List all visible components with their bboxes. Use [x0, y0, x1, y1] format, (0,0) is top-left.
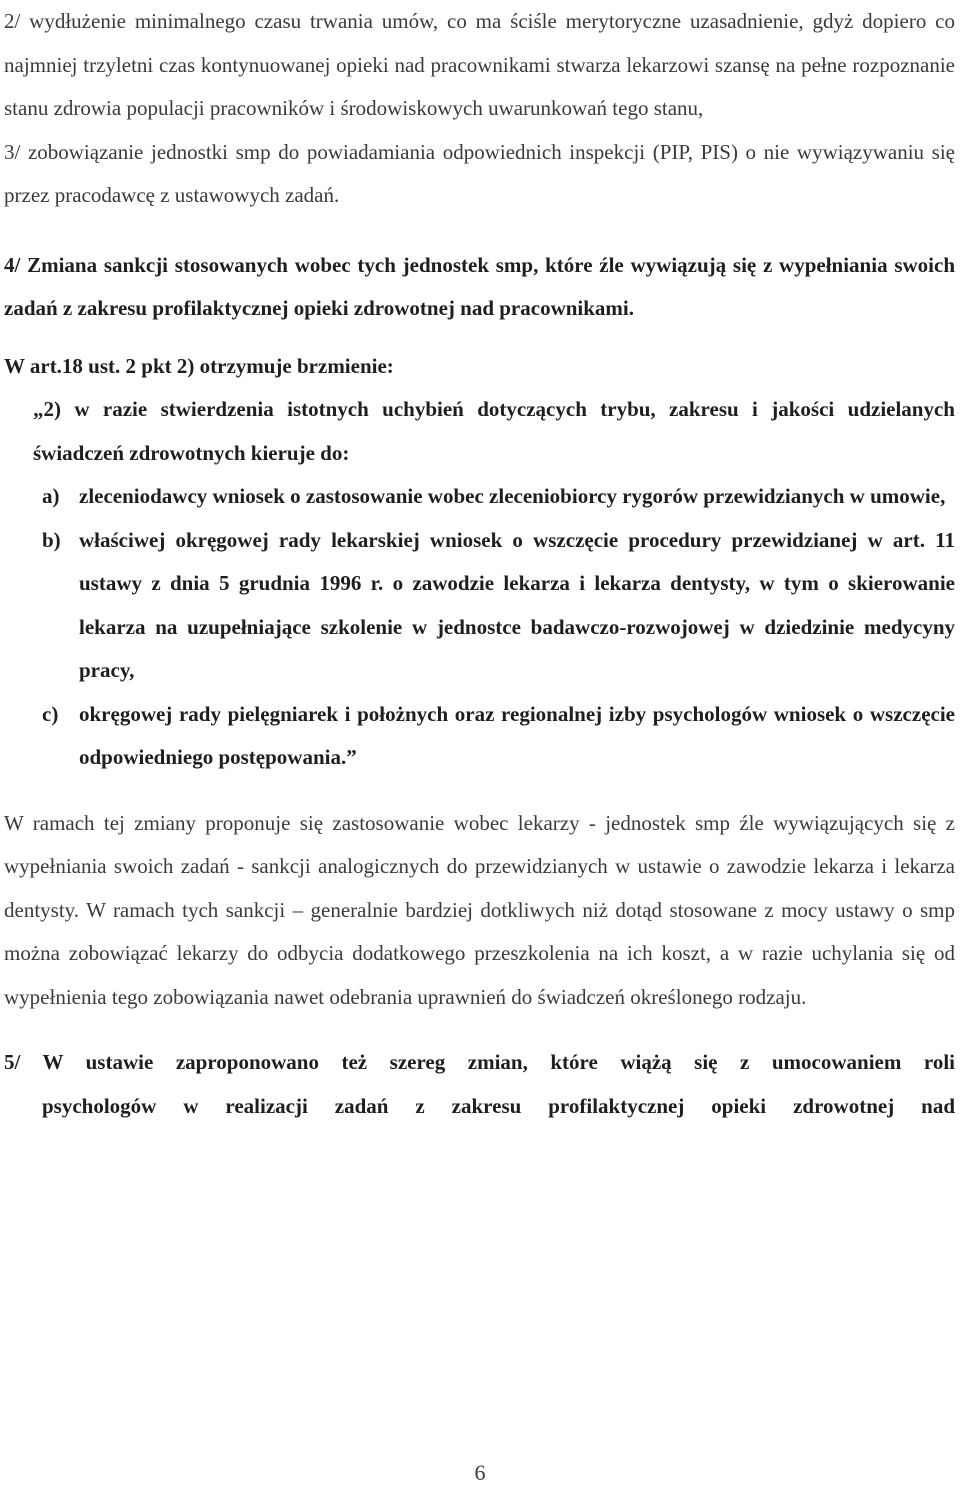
item-label-a: a): [42, 484, 60, 508]
provision-item-b: [4, 519, 955, 693]
item-text-c: okręgowej rady pielęgniarek i położnych oraz regionalnej izby psychologów wniosek o wszczęcie odpowiedniego postępowania.”: [79, 701, 955, 769]
item-text-b: właściwej okręgowej rady lekarskiej wniosek o wszczęcie procedury przewidzianej w art. 11 ustawy z dnia 5 grudnia 1996 r. o zawodzie lekarza i lekarza dentysty, w tym o skierowanie lekarza na uzupełniające szkolenie w jednostce badawczo-rozwojowej w dziedzinie medycyny pracy,: [79, 527, 955, 682]
quoted-provision: „2) w razie stwierdzenia istotnych uchybień dotyczących trybu, zakresu i jakości udzielanych świadczeń zdrowotnych kieruje do:: [33, 397, 955, 465]
item-label-b: b): [42, 527, 61, 552]
article-intro: W art.18 ust. 2 pkt 2) otrzymuje brzmienie:: [4, 353, 394, 378]
paragraph-point-3: 3/ zobowiązanie jednostki smp do powiadamiania odpowiednich inspekcji (PIP, PIS) o nie wywiązywaniu się przez pracodawcę z ustawowych zadań.: [4, 139, 955, 207]
paragraph-point-5-line-2: psychologów w realizacji zadań z zakresu profilaktycznej opieki zdrowotnej nad: [42, 1093, 955, 1118]
paragraph-point-4: 4/ Zmiana sankcji stosowanych wobec tych jednostek smp, które źle wywiązują się z wypełniania swoich zadań z zakresu profilaktycznej opieki zdrowotnej nad pracownikami.: [4, 252, 955, 320]
item-label-c: c): [42, 701, 59, 726]
item-text-a: zleceniodawcy wniosek o zastosowanie wobec zleceniobiorcy rygorów przewidzianych w umowie,: [79, 484, 946, 508]
paragraph-point-2: 2/ wydłużenie minimalnego czasu trwania umów, co ma ściśle merytoryczne uzasadnienie, gdyż dopiero co najmniej trzyletni czas kontynuowanej opieki nad pracownikami stwarza lekarzowi szansę na pełne rozpoznanie stanu zdrowia populacji pracowników i środowiskowych uwarunkowań tego stanu,: [4, 9, 955, 120]
provision-item-a: [4, 475, 955, 519]
document-page: [4, 0, 955, 1128]
page-number: 6: [474, 1460, 486, 1485]
paragraph-explanation: W ramach tej zmiany proponuje się zastosowanie wobec lekarzy - jednostek smp źle wywiązujących się z wypełniania swoich zadań - sankcji analogicznych do przewidzianych w ustawie o zawodzie lekarza i lekarza dentysty. W ramach tych sankcji – generalnie bardziej dotkliwych niż dotąd stosowane z mocy ustawy o smp można zobowiązać lekarzy do odbycia dodatkowego przeszkolenia na ich koszt, a w razie uchylania się od wypełnienia tego zobowiązania nawet odebrania uprawnień do świadczeń określonego rodzaju.: [4, 810, 955, 1009]
provision-item-c: [4, 693, 955, 780]
paragraph-point-5-line-1: 5/ W ustawie zaproponowano też szereg zmian, które wiążą się z umocowaniem roli: [4, 1050, 955, 1074]
